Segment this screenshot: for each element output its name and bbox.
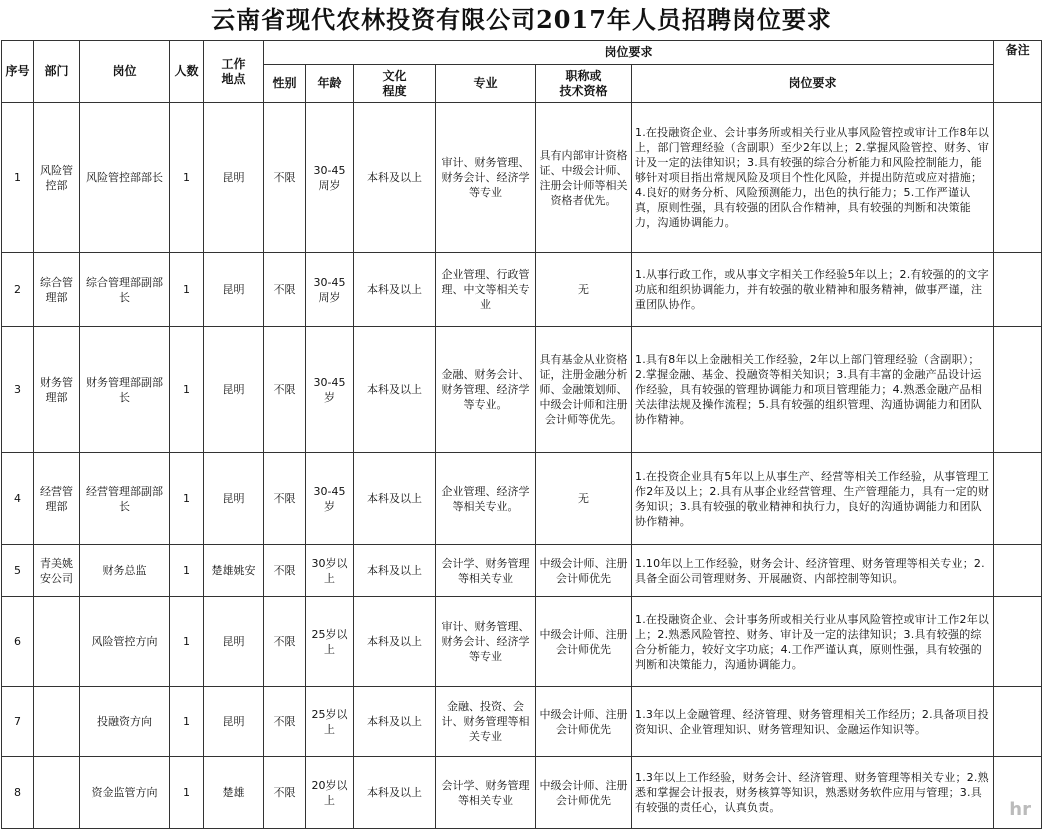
cell-location: 昆明 — [204, 327, 264, 453]
cell-major: 金融、投资、会计、财务管理等相关专业 — [436, 687, 536, 757]
cell-dept: 财务管理部 — [34, 327, 80, 453]
cell-seq: 8 — [2, 757, 34, 829]
cell-cert: 无 — [536, 253, 632, 327]
table-row — [2, 103, 1042, 253]
cell-post: 财务总监 — [80, 545, 170, 597]
cell-count: 1 — [170, 327, 204, 453]
cell-gender: 不限 — [264, 103, 306, 253]
cell-age: 25岁以上 — [306, 687, 354, 757]
cell-count: 1 — [170, 453, 204, 545]
header-seq: 序号 — [2, 41, 34, 103]
cell-requirements: 1.在投融资企业、会计事务所或相关行业从事风险管控或审计工作8年以上，部门管理经验（含副职）至少2年以上；2.掌握风险管控、财务、审计及一定的法律知识；3.具有较强的综合分析能力和风险控制能力，能够针对项目指出常规风险及项目个性化风险，并提出防范或应对措施；4.良好的财务分析、风险预测能力，出色的执行能力；5.工作严谨认真，原则性强，具有较强的团队合作精神，具有较强的判断和决策能力，沟通协调能力。 — [632, 103, 994, 253]
cell-age: 30岁以上 — [306, 545, 354, 597]
cell-location: 昆明 — [204, 687, 264, 757]
cell-count: 1 — [170, 545, 204, 597]
header-dept: 部门 — [34, 41, 80, 103]
header-location: 工作 地点 — [204, 41, 264, 103]
cell-gender: 不限 — [264, 253, 306, 327]
cell-seq: 4 — [2, 453, 34, 545]
cell-post: 财务管理部副部长 — [80, 327, 170, 453]
cell-count: 1 — [170, 253, 204, 327]
cell-major: 企业管理、经济学等相关专业。 — [436, 453, 536, 545]
cell-gender: 不限 — [264, 453, 306, 545]
cell-gender: 不限 — [264, 757, 306, 829]
cell-major: 会计学、财务管理等相关专业 — [436, 757, 536, 829]
cell-dept: 风险管控部 — [34, 103, 80, 253]
cell-seq: 7 — [2, 687, 34, 757]
table-row — [2, 597, 1042, 687]
cell-notes — [994, 453, 1042, 545]
cell-dept: 青美姚安公司 — [34, 545, 80, 597]
header-cert: 职称或 技术资格 — [536, 65, 632, 103]
cell-requirements: 1.在投资企业具有5年以上从事生产、经营等相关工作经验，从事管理工作2年及以上；2.具有从事企业经营管理、生产管理能力，具有一定的财务知识；3.具有较强的敬业精神和执行力，良好的沟通协调能力和团队协作精神。 — [632, 453, 994, 545]
cell-education: 本科及以上 — [354, 253, 436, 327]
cell-count: 1 — [170, 687, 204, 757]
cell-cert: 具有基金从业资格证，注册金融分析师、金融策划师、中级会计师和注册会计师等优先。 — [536, 327, 632, 453]
cell-age: 30-45岁 — [306, 453, 354, 545]
watermark: hr — [1009, 799, 1031, 820]
cell-education: 本科及以上 — [354, 545, 436, 597]
cell-notes — [994, 103, 1042, 253]
cell-notes — [994, 687, 1042, 757]
cell-count: 1 — [170, 757, 204, 829]
header-group: 岗位要求 — [264, 41, 994, 65]
table-row — [2, 687, 1042, 757]
table-row — [2, 327, 1042, 453]
cell-cert: 具有内部审计资格证、中级会计师、注册会计师等相关资格者优先。 — [536, 103, 632, 253]
cell-location: 昆明 — [204, 453, 264, 545]
cell-cert: 中级会计师、注册会计师优先 — [536, 545, 632, 597]
table-row — [2, 757, 1042, 829]
cell-dept — [34, 757, 80, 829]
cell-notes — [994, 253, 1042, 327]
header-count: 人数 — [170, 41, 204, 103]
cell-gender: 不限 — [264, 545, 306, 597]
cell-dept: 综合管理部 — [34, 253, 80, 327]
table-row — [2, 453, 1042, 545]
cell-major: 审计、财务管理、财务会计、经济学等专业 — [436, 597, 536, 687]
cell-major: 会计学、财务管理等相关专业 — [436, 545, 536, 597]
table-row — [2, 253, 1042, 327]
cell-requirements: 1.10年以上工作经验，财务会计、经济管理、财务管理等相关专业；2.具备全面公司管理财务、开展融资、内部控制等知识。 — [632, 545, 994, 597]
cell-location: 楚雄 — [204, 757, 264, 829]
cell-seq: 2 — [2, 253, 34, 327]
cell-age: 25岁以上 — [306, 597, 354, 687]
cell-gender: 不限 — [264, 687, 306, 757]
cell-gender: 不限 — [264, 597, 306, 687]
cell-seq: 5 — [2, 545, 34, 597]
cell-age: 30-45周岁 — [306, 103, 354, 253]
cell-education: 本科及以上 — [354, 327, 436, 453]
cell-requirements: 1.具有8年以上金融相关工作经验，2年以上部门管理经验（含副职）；2.掌握金融、基金、投融资等相关知识；3.具有丰富的金融产品设计运作经验，具有较强的管理协调能力和项目管理能力；4.熟悉金融产品相关法律法规及操作流程；5.具有较强的组织管理、沟通协调能力和团队协作精神。 — [632, 327, 994, 453]
cell-dept — [34, 687, 80, 757]
cell-post: 风险管控部部长 — [80, 103, 170, 253]
cell-location: 昆明 — [204, 103, 264, 253]
cell-post: 风险管控方向 — [80, 597, 170, 687]
cell-education: 本科及以上 — [354, 453, 436, 545]
cell-education: 本科及以上 — [354, 757, 436, 829]
cell-count: 1 — [170, 597, 204, 687]
header-post: 岗位 — [80, 41, 170, 103]
cell-major: 金融、财务会计、财务管理、经济学等专业。 — [436, 327, 536, 453]
cell-post: 投融资方向 — [80, 687, 170, 757]
header-education: 文化 程度 — [354, 65, 436, 103]
header-requirements: 岗位要求 — [632, 65, 994, 103]
cell-dept: 经营管理部 — [34, 453, 80, 545]
cell-cert: 中级会计师、注册会计师优先 — [536, 757, 632, 829]
cell-notes — [994, 327, 1042, 453]
header-gender: 性别 — [264, 65, 306, 103]
table-row — [2, 545, 1042, 597]
cell-dept — [34, 597, 80, 687]
cell-education: 本科及以上 — [354, 103, 436, 253]
cell-major: 审计、财务管理、财务会计、经济学等专业 — [436, 103, 536, 253]
cell-requirements: 1.在投融资企业、会计事务所或相关行业从事风险管控或审计工作2年以上；2.熟悉风险管控、财务、审计及一定的法律知识；3.具有较强的综合分析能力，较好文字功底；4.工作严谨认真，原则性强，具有较强的判断和决策能力，沟通协调能力。 — [632, 597, 994, 687]
cell-requirements: 1.从事行政工作，或从事文字相关工作经验5年以上；2.有较强的的文字功底和组织协调能力，并有较强的敬业精神和服务精神，做事严谨，注重团队协作。 — [632, 253, 994, 327]
header-notes: 备注 — [994, 41, 1042, 103]
header-major: 专业 — [436, 65, 536, 103]
cell-notes — [994, 545, 1042, 597]
cell-education: 本科及以上 — [354, 597, 436, 687]
job-requirements-table — [1, 40, 1042, 829]
cell-notes — [994, 597, 1042, 687]
cell-location: 昆明 — [204, 253, 264, 327]
cell-major: 企业管理、行政管理、中文等相关专业 — [436, 253, 536, 327]
document-title: 云南省现代农林投资有限公司2017年人员招聘岗位要求 — [211, 5, 832, 34]
cell-cert: 中级会计师、注册会计师优先 — [536, 687, 632, 757]
cell-cert: 中级会计师、注册会计师优先 — [536, 597, 632, 687]
cell-age: 30-45周岁 — [306, 253, 354, 327]
cell-seq: 6 — [2, 597, 34, 687]
cell-location: 昆明 — [204, 597, 264, 687]
cell-requirements: 1.3年以上金融管理、经济管理、财务管理相关工作经历；2.具备项目投资知识、企业管理知识、财务管理知识、金融运作知识等。 — [632, 687, 994, 757]
cell-seq: 3 — [2, 327, 34, 453]
cell-post: 经营管理部副部长 — [80, 453, 170, 545]
header-age: 年龄 — [306, 65, 354, 103]
cell-age: 20岁以上 — [306, 757, 354, 829]
cell-count: 1 — [170, 103, 204, 253]
cell-post: 综合管理部副部长 — [80, 253, 170, 327]
cell-age: 30-45岁 — [306, 327, 354, 453]
cell-education: 本科及以上 — [354, 687, 436, 757]
cell-location: 楚雄姚安 — [204, 545, 264, 597]
cell-post: 资金监管方向 — [80, 757, 170, 829]
cell-requirements: 1.3年以上工作经验，财务会计、经济管理、财务管理等相关专业；2.熟悉和掌握会计报表，财务核算等知识，熟悉财务软件应用与管理；3.具有较强的责任心，认真负责。 — [632, 757, 994, 829]
cell-seq: 1 — [2, 103, 34, 253]
cell-cert: 无 — [536, 453, 632, 545]
cell-gender: 不限 — [264, 327, 306, 453]
